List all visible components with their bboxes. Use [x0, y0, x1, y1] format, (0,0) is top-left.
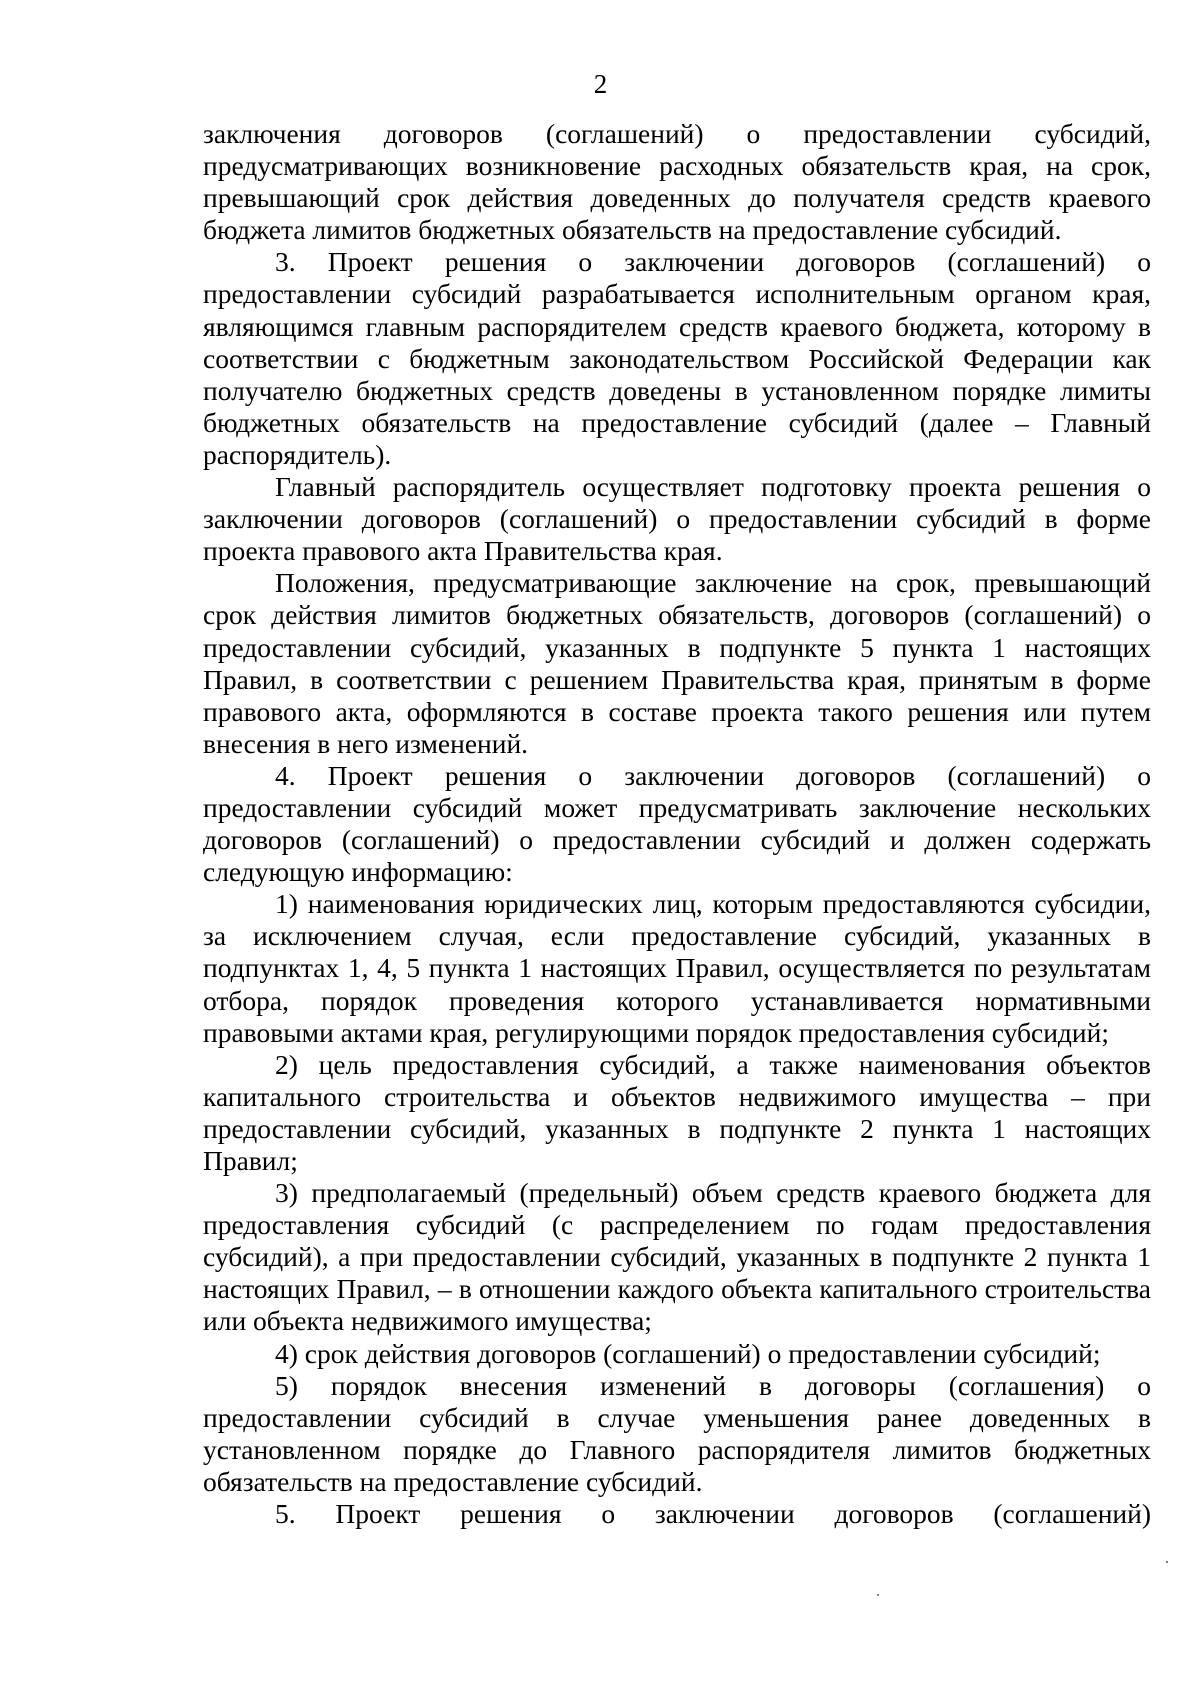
paragraph-item-3: 3. Проект решения о заключении договоров (соглашений) о предоставлении субсидий разрабатывается исполнительным органом края, являющимся главным распорядителем средств краевого бюджета, которому в соответствии с бюджетным законодательством Российской Федерации как получателю бюджетных средств доведены в установленном порядке лимиты бюджетных обязательств на предоставление субсидий (далее – Главный распорядитель). — [203, 246, 1151, 470]
page-number: 2 — [593, 69, 608, 99]
paragraph-subitem-5: 5) порядок внесения изменений в договоры (соглашения) о предоставлении субсидий в случае уменьшения ранее доведенных в установленном порядке до Главного распорядителя лимитов бюджетных обязательств на предоставление субсидий. — [203, 1369, 1151, 1497]
scan-speck — [1166, 1561, 1168, 1563]
paragraph-main-distributor: Главный распорядитель осуществляет подготовку проекта решения о заключении договоров (соглашений) о предоставлении субсидий в форме проекта правового акта Правительства края. — [203, 471, 1151, 567]
paragraph-subitem-4: 4) срок действия договоров (соглашений) о предоставлении субсидий; — [275, 1337, 1101, 1369]
paragraph-provisions: Положения, предусматривающие заключение на срок, превышающий срок действия лимитов бюджетных обязательств, договоров (соглашений) о предоставлении субсидий, указанных в подпункте 5 пункта 1 настоящих Правил, в соответствии с решением Правительства края, принятым в форме правового акта, оформляются в составе проекта такого решения или путем внесения в него изменений. — [203, 567, 1151, 759]
paragraph-continuation: заключения договоров (соглашений) о предоставлении субсидий, предусматривающих возникновение расходных обязательств края, на срок, превышающий срок действия доведенных до получателя средств краевого бюджета лимитов бюджетных обязательств на предоставление субсидий. — [203, 118, 1151, 246]
paragraph-subitem-2: 2) цель предоставления субсидий, а также наименования объектов капитального строительства и объектов недвижимого имущества – при предоставлении субсидий, указанных в подпункте 2 пункта 1 настоящих Правил; — [203, 1048, 1151, 1176]
paragraph-subitem-3: 3) предполагаемый (предельный) объем средств краевого бюджета для предоставления субсидий (с распределением по годам предоставления субсидий), а при предоставлении субсидий, указанных в подпункте 2 пункта 1 настоящих Правил, – в отношении каждого объекта капитального строительства или объекта недвижимого имущества; — [203, 1177, 1151, 1337]
paragraph-subitem-1: 1) наименования юридических лиц, которым предоставляются субсидии, за исключением случая, если предоставление субсидий, указанных в подпунктах 1, 4, 5 пункта 1 настоящих Правил, осуществляется по результатам отбора, порядок проведения которого устанавливается нормативными правовыми актами края, регулирующими порядок предоставления субсидий; — [203, 888, 1151, 1048]
paragraph-item-5: 5. Проект решения о заключении договоров (соглашений) — [275, 1498, 1151, 1530]
paragraph-item-4: 4. Проект решения о заключении договоров (соглашений) о предоставлении субсидий может предусматривать заключение нескольких договоров (соглашений) о предоставлении субсидий и должен содержать следующую информацию: — [203, 759, 1151, 888]
document-body — [203, 118, 1151, 1530]
scan-speck — [877, 1594, 879, 1596]
